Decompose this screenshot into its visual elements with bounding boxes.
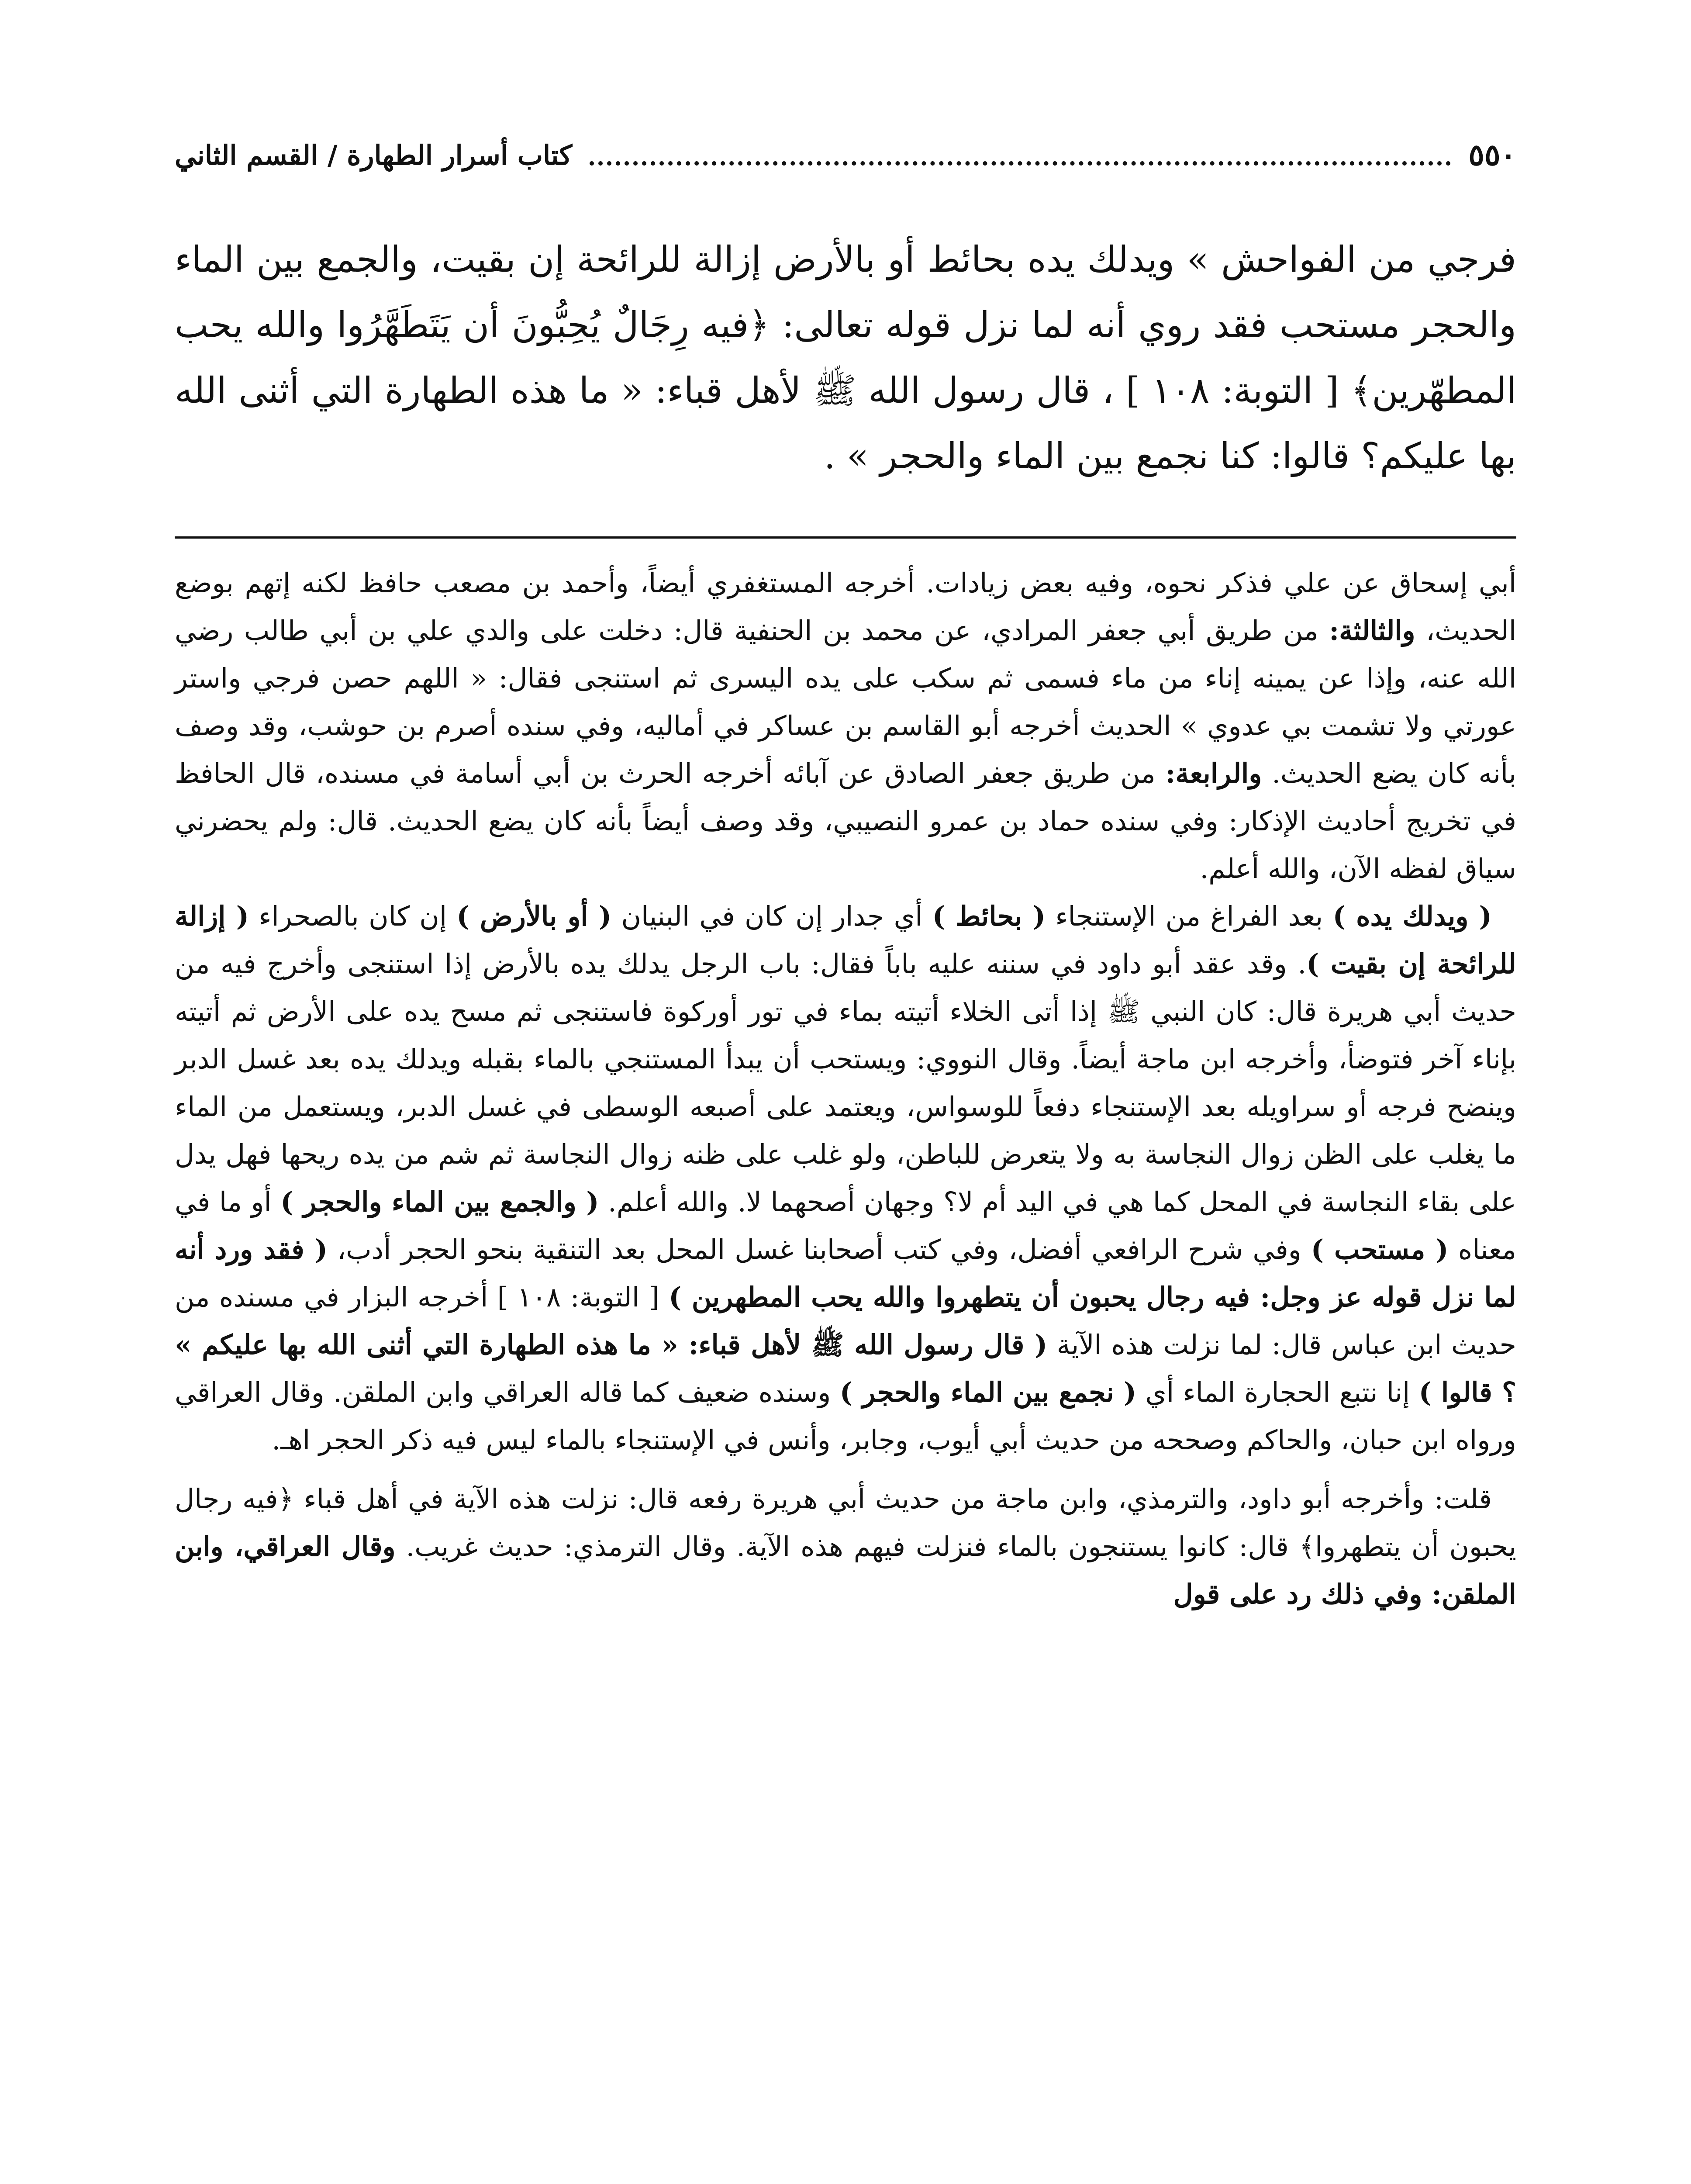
- matn-quote: ( بحائط ): [932, 900, 1046, 932]
- commentary-paragraph-1: [175, 559, 1516, 892]
- matn-quote: ( مستحب ): [1311, 1234, 1449, 1265]
- matn-quote: ( ويدلك يده ): [1332, 900, 1492, 932]
- matn-quote: ( فقد ورد أنه لما نزل قوله عز وجل: فيه رجال يحبون أن يتطهروا والله يحب المطهرين ): [175, 1234, 1516, 1313]
- commentary-block: [175, 559, 1516, 1618]
- commentary-text: إن كان بالصحراء: [249, 900, 457, 932]
- commentary-text: وسنده ضعيف كما قاله العراقي وابن الملقن. وقال العراقي ورواه ابن حبان، والحاكم وصححه من حديث أبي أيوب، وجابر، وأنس في الإستنجاء بالماء ليس فيه ذكر الحجر اهـ.: [175, 1376, 1516, 1456]
- matn-quote: ( نجمع بين الماء والحجر ): [839, 1376, 1137, 1408]
- commentary-text: من طريق جعفر الصادق عن آبائه أخرجه الحرث بن أبي أسامة في مسنده، قال الحافظ في تخريج أحاديث الإذكار: وفي سنده حماد بن عمرو النصيبي، وقد وصف أيضاً بأنه كان يضع الحديث. قال: ولم يحضرني سياق لفظه الآن، والله أعلم.: [175, 757, 1516, 885]
- main-text-paragraph: فرجي من الفواحش » ويدلك يده بحائط أو بالأرض إزالة للرائحة إن بقيت، والجمع بين الماء والحجر مستحب فقد روي أنه لما نزل قوله تعالى: ﴿فيه رِجَالٌ يُحِبُّونَ أن يَتَطَهَّرُوا والله يحب المطهّرين﴾ [ التوبة: ١٠٨ ] ، قال رسول الله ﷺ لأهل قباء: « ما هذه الطهارة التي أثنى الله بها عليكم؟ قالوا: كنا نجمع بين الماء والحجر » .: [175, 239, 1516, 477]
- commentary-text: . وقد عقد أبو داود في سننه عليه باباً فقال: باب الرجل يدلك يده بالأرض إذا استنجى وأخرج فيه من حديث أبي هريرة قال: كان النبي ﷺ إذا أتى الخلاء أتيته بماء في تور أوركوة فاستنجى ثم مسح يده على الأرض ثم أتيته بإناء آخر فتوضأ، وأخرجه ابن ماجة أيضاً. وقال النووي: ويستحب أن يبدأ المستنجي بالماء بقبله ويدلك يده بعد غسل الدبر وينضح فرجه أو سراويله بعد الإستنجاء دفعاً للوسواس، ويعتمد على أصبعه الوسطى في غسل الدبر، ويستعمل من الماء ما يغلب على الظن زوال النجاسة به ولا يتعرض للباطن، ولو غلب على ظنه زوال النجاسة ثم شم من يده ريحها فهل يدل على بقاء النجاسة في المحل كما هي في اليد أم لا؟ وجهان أصحهما لا. والله أعلم.: [175, 948, 1516, 1218]
- commentary-bold-heading: والرابعة:: [1165, 757, 1262, 789]
- main-text-block: [175, 227, 1516, 489]
- commentary-text: قلت: وأخرجه أبو داود، والترمذي، وابن ماجة من حديث أبي هريرة رفعه قال: نزلت هذه الآية في أهل قباء ﴿فيه رجال يحبون أن يتطهروا﴾ قال: كانوا يستنجون بالماء فنزلت فيهم هذه الآية. وقال الترمذي: حديث غريب.: [175, 1483, 1516, 1562]
- matn-quote: ( أو بالأرض ): [456, 900, 612, 932]
- matn-quote: ( قال رسول الله ﷺ لأهل قباء: « ما هذه الطهارة التي أثنى الله بها عليكم » ؟ قالوا ): [175, 1329, 1517, 1408]
- header-dotted-leader: [590, 161, 1451, 166]
- commentary-paragraph-2: [175, 892, 1516, 1464]
- commentary-bold-heading: والثالثة:: [1329, 615, 1415, 646]
- commentary-text: أو ما في معناه: [175, 1186, 1516, 1265]
- commentary-text: [ التوبة: ١٠٨ ] أخرجه البزار في مسنده من حديث ابن عباس قال: لما نزلت هذه الآية: [175, 1281, 1516, 1361]
- commentary-text: إنا نتبع الحجارة الماء أي: [1136, 1376, 1419, 1408]
- commentary-bold-text: وقال العراقي، وابن الملقن: وفي ذلك رد على قول: [175, 1531, 1516, 1610]
- page-header: [175, 131, 1516, 179]
- matn-quote: ( والجمع بين الماء والحجر ): [280, 1186, 599, 1218]
- commentary-text: من طريق أبي جعفر المرادي، عن محمد بن الحنفية قال: دخلت على والدي علي بن أبي طالب رضي الله عنه، وإذا عن يمينه إناء من ماء فسمى ثم سكب على يده اليسرى ثم استنجى فقال: « اللهم حصن فرجي واستر عورتي ولا تشمت بي عدوي » الحديث أخرجه أبو القاسم بن عساكر في أماليه، وفي سنده أصرم بن حوشب، وقد وصف بأنه كان يضع الحديث.: [175, 615, 1516, 789]
- commentary-text: بعد الفراغ من الإستنجاء: [1046, 900, 1333, 932]
- commentary-paragraph-3: [175, 1475, 1516, 1618]
- footnote-separator-rule: [175, 536, 1516, 539]
- commentary-text: وفي شرح الرافعي أفضل، وفي كتب أصحابنا غسل المحل بعد التنقية بنحو الحجر أدب،: [328, 1234, 1311, 1265]
- running-title: كتاب أسرار الطهارة / القسم الثاني: [175, 139, 573, 171]
- page-number: ٥٥٠: [1468, 138, 1516, 173]
- matn-quote: ( إزالة للرائحة إن بقيت ): [175, 900, 1516, 980]
- commentary-text: أي جدار إن كان في البنيان: [611, 900, 932, 932]
- commentary-text: أبي إسحاق عن علي فذكر نحوه، وفيه بعض زيادات. أخرجه المستغفري أيضاً، وأحمد بن مصعب حافظ لكنه إتهم بوضع الحديث،: [175, 567, 1516, 646]
